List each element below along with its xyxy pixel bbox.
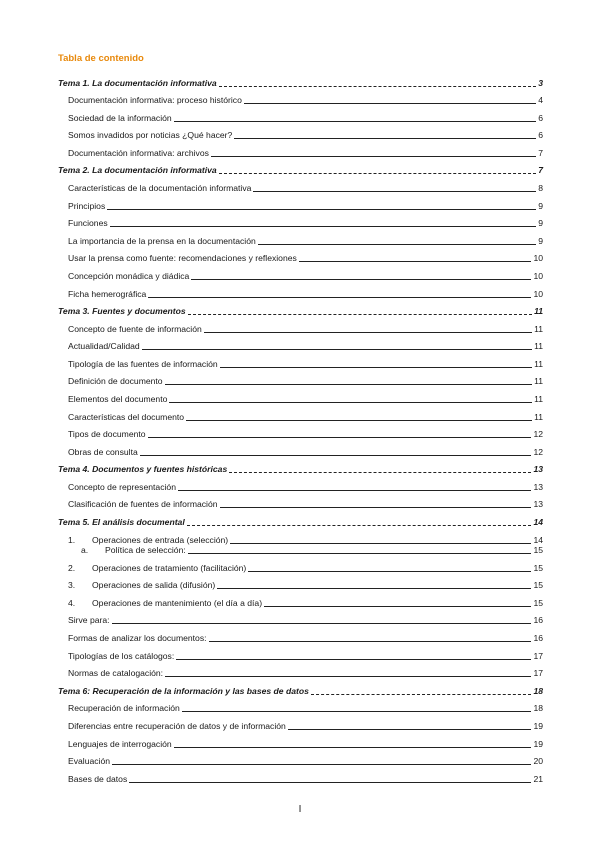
toc-entry-page: 11 bbox=[534, 376, 543, 387]
toc-entry-page: 13 bbox=[533, 464, 543, 475]
toc-entry-page: 15 bbox=[533, 597, 543, 608]
toc-entry-label: Ficha hemerográfica bbox=[68, 288, 147, 299]
toc-entry-page: 11 bbox=[534, 411, 543, 422]
dot-leader bbox=[244, 103, 536, 104]
dot-leader bbox=[211, 156, 536, 157]
toc-entry-page: 9 bbox=[538, 218, 543, 229]
dot-leader bbox=[182, 711, 532, 712]
toc-section-entry[interactable] bbox=[58, 439, 543, 457]
toc-entry-page: 4 bbox=[538, 95, 543, 106]
toc-entry-label: Concepto de fuente de información bbox=[68, 323, 202, 334]
dot-leader bbox=[299, 261, 532, 262]
dot-leader bbox=[186, 420, 532, 421]
toc-entry-page: 19 bbox=[533, 738, 543, 749]
dot-leader bbox=[217, 588, 531, 589]
toc-section-entry[interactable] bbox=[58, 88, 543, 106]
toc-section-entry[interactable] bbox=[58, 713, 543, 731]
toc-entry-label: Obras de consulta bbox=[68, 446, 138, 457]
toc-section-entry[interactable] bbox=[58, 474, 543, 492]
dot-leader bbox=[129, 782, 531, 783]
toc-entry-label: Tema 2. La documentación informativa bbox=[58, 165, 217, 176]
toc-section-entry[interactable] bbox=[58, 211, 543, 229]
toc-section-entry[interactable] bbox=[58, 193, 543, 211]
toc-section-entry[interactable] bbox=[58, 334, 543, 352]
toc-entry-page: 7 bbox=[538, 147, 543, 158]
toc-entry-page: 14 bbox=[533, 534, 543, 545]
toc-entry-label: Documentación informativa: proceso histórico bbox=[68, 95, 242, 106]
toc-section-entry[interactable] bbox=[58, 228, 543, 246]
toc-entry-label: Operaciones de entrada (selección) bbox=[92, 534, 229, 545]
toc-entry-page: 15 bbox=[533, 580, 543, 591]
toc-entry-page: 13 bbox=[533, 499, 543, 510]
dot-leader bbox=[264, 606, 531, 607]
dot-leader bbox=[288, 729, 532, 730]
toc-section-entry[interactable] bbox=[58, 527, 543, 545]
dot-leader bbox=[191, 279, 531, 280]
dot-leader bbox=[148, 437, 532, 438]
toc-entry-label: Normas de catalogación: bbox=[68, 668, 164, 679]
dot-leader bbox=[165, 676, 531, 677]
dot-leader bbox=[229, 472, 531, 473]
toc-section-entry[interactable] bbox=[58, 386, 543, 404]
toc-entry-page: 6 bbox=[538, 112, 543, 123]
toc-entry-page: 11 bbox=[534, 358, 543, 369]
dot-leader bbox=[220, 507, 532, 508]
dot-leader bbox=[230, 543, 531, 544]
toc-entry-label: Características del documento bbox=[68, 411, 185, 422]
dot-leader bbox=[174, 747, 532, 748]
dot-leader bbox=[219, 86, 537, 87]
toc-entry-page: 20 bbox=[533, 756, 543, 767]
toc-entry-label: Clasificación de fuentes de información bbox=[68, 499, 218, 510]
toc-entry-label: Definición de documento bbox=[68, 376, 163, 387]
toc-entry-label: Documentación informativa: archivos bbox=[68, 147, 209, 158]
toc-entry-page: 10 bbox=[533, 253, 543, 264]
toc-entry-number: a. bbox=[81, 545, 89, 556]
toc-section-entry[interactable] bbox=[58, 555, 543, 573]
dot-leader bbox=[178, 490, 531, 491]
toc-entry-page: 17 bbox=[533, 650, 543, 661]
dot-leader bbox=[188, 314, 532, 315]
toc-entry-label: Operaciones de mantenimiento (el día a día) bbox=[92, 597, 263, 608]
toc-entry-page: 11 bbox=[534, 394, 543, 404]
toc-entry-page: 11 bbox=[534, 323, 543, 334]
toc-entry-label: Lenguajes de interrogación bbox=[68, 738, 172, 749]
dot-leader bbox=[253, 191, 536, 192]
toc-section-entry[interactable] bbox=[58, 263, 543, 281]
toc-entry-label: Evaluación bbox=[68, 756, 111, 767]
toc-entry-page: 10 bbox=[533, 270, 543, 281]
toc-entry-number: 4. bbox=[68, 597, 76, 608]
toc-entry-label: Diferencias entre recuperación de datos y de información bbox=[68, 720, 286, 731]
toc-section-entry[interactable] bbox=[58, 281, 543, 299]
dot-leader bbox=[174, 121, 537, 122]
toc-entry-label: La importancia de la prensa en la documentación bbox=[68, 235, 256, 246]
toc-entry-page: 9 bbox=[538, 200, 543, 211]
page-number: I bbox=[298, 804, 302, 815]
toc-chapter-entry[interactable] bbox=[58, 70, 543, 88]
toc-entry-page: 21 bbox=[533, 773, 543, 784]
toc-entry-label: Actualidad/Calidad bbox=[68, 341, 140, 352]
toc-section-entry[interactable] bbox=[58, 351, 543, 369]
toc-entry-label: Tipología de las fuentes de información bbox=[68, 358, 218, 369]
toc-entry-label: Usar la prensa como fuente: recomendaciones y reflexiones bbox=[68, 253, 297, 264]
toc-entry-label: Operaciones de tratamiento (facilitación) bbox=[92, 562, 247, 573]
toc-section-entry[interactable] bbox=[58, 369, 543, 387]
toc-entry-page: 11 bbox=[534, 341, 543, 352]
dot-leader bbox=[142, 349, 532, 350]
dot-leader bbox=[204, 332, 532, 333]
toc-section-entry[interactable] bbox=[58, 766, 543, 784]
toc-entry-label: Tema 5. El análisis documental bbox=[58, 516, 185, 527]
dot-leader bbox=[311, 694, 532, 695]
toc-entry-page: 9 bbox=[538, 235, 543, 246]
dot-leader bbox=[112, 623, 532, 624]
dot-leader bbox=[187, 525, 532, 526]
toc-entry-label: Características de la documentación informativa bbox=[68, 182, 252, 193]
dot-leader bbox=[176, 659, 531, 660]
dot-leader bbox=[148, 297, 531, 298]
toc-entry-label: Concepción monádica y diádica bbox=[68, 270, 190, 281]
toc-entry-label: Tema 4. Documentos y fuentes históricas bbox=[58, 464, 228, 475]
toc-entry-number: 1. bbox=[68, 534, 76, 545]
toc-entry-label: Somos invadidos por noticias ¿Qué hacer? bbox=[68, 130, 233, 141]
dot-leader bbox=[258, 244, 536, 245]
toc-entry-page: 3 bbox=[538, 77, 543, 88]
toc-chapter-entry[interactable] bbox=[58, 678, 543, 696]
toc-list bbox=[58, 70, 543, 784]
toc-section-entry[interactable] bbox=[58, 422, 543, 440]
toc-entry-page: 14 bbox=[533, 516, 543, 527]
toc-section-entry[interactable] bbox=[58, 731, 543, 749]
toc-section-entry[interactable] bbox=[58, 625, 543, 643]
toc-entry-page: 11 bbox=[534, 306, 543, 317]
dot-leader bbox=[219, 173, 537, 174]
toc-entry-label: Recuperación de información bbox=[68, 703, 180, 714]
toc-entry-page: 15 bbox=[533, 562, 543, 573]
dot-leader bbox=[234, 138, 536, 139]
toc-chapter-entry[interactable] bbox=[58, 158, 543, 176]
dot-leader bbox=[107, 209, 536, 210]
toc-entry-label: Sociedad de la información bbox=[68, 112, 172, 123]
toc-entry-label: Sirve para: bbox=[68, 615, 110, 626]
toc-entry-page: 12 bbox=[533, 429, 543, 440]
toc-entry-page: 7 bbox=[538, 165, 543, 176]
dot-leader bbox=[110, 226, 537, 227]
dot-leader bbox=[209, 641, 532, 642]
toc-section-entry[interactable] bbox=[58, 140, 543, 158]
toc-entry-label: Elementos del documento bbox=[68, 394, 168, 404]
toc-entry-page: 8 bbox=[538, 182, 543, 193]
toc-section-entry[interactable] bbox=[58, 404, 543, 422]
dot-leader bbox=[220, 367, 532, 368]
dot-leader bbox=[112, 764, 531, 765]
toc-entry-label: Tipos de documento bbox=[68, 429, 146, 440]
toc-entry-page: 17 bbox=[533, 668, 543, 679]
toc-entry-page: 19 bbox=[533, 720, 543, 731]
dot-leader bbox=[165, 384, 532, 385]
toc-title: Tabla de contenido bbox=[58, 53, 144, 64]
toc-section-entry[interactable] bbox=[58, 643, 543, 661]
toc-entry-page: 16 bbox=[533, 633, 543, 644]
toc-entry-page: 16 bbox=[533, 615, 543, 626]
dot-leader bbox=[140, 455, 532, 456]
toc-entry-page: 6 bbox=[538, 130, 543, 141]
toc-entry-page: 18 bbox=[533, 703, 543, 714]
toc-section-entry[interactable] bbox=[58, 246, 543, 264]
toc-section-entry[interactable] bbox=[58, 492, 543, 510]
toc-entry-page: 15 bbox=[533, 545, 543, 556]
dot-leader bbox=[169, 402, 532, 403]
dot-leader bbox=[188, 553, 532, 554]
toc-entry-number: 3. bbox=[68, 580, 76, 591]
toc-section-entry[interactable] bbox=[58, 749, 543, 767]
toc-chapter-entry[interactable] bbox=[58, 509, 543, 527]
toc-section-entry[interactable] bbox=[58, 573, 543, 591]
toc-entry-label: Tema 3. Fuentes y documentos bbox=[58, 306, 186, 317]
toc-entry-label: Formas de analizar los documentos: bbox=[68, 633, 207, 644]
toc-chapter-entry[interactable] bbox=[58, 299, 543, 317]
toc-entry-label: Tema 1. La documentación informativa bbox=[58, 77, 217, 88]
toc-section-entry[interactable] bbox=[58, 105, 543, 123]
toc-entry-page: 10 bbox=[533, 288, 543, 299]
toc-entry-page: 18 bbox=[533, 685, 543, 696]
toc-entry-page: 13 bbox=[533, 481, 543, 492]
toc-entry-number: 2. bbox=[68, 562, 76, 573]
toc-entry-label: Operaciones de salida (difusión) bbox=[92, 580, 216, 591]
toc-section-entry[interactable] bbox=[58, 696, 543, 714]
toc-section-entry[interactable] bbox=[58, 545, 543, 556]
toc-entry-label: Tema 6: Recuperación de la información y las bases de datos bbox=[58, 685, 309, 696]
toc-section-entry[interactable] bbox=[58, 608, 543, 626]
toc-entry-label: Política de selección: bbox=[105, 545, 186, 556]
toc-entry-label: Principios bbox=[68, 200, 106, 211]
toc-section-entry[interactable] bbox=[58, 316, 543, 334]
toc-section-entry[interactable] bbox=[58, 175, 543, 193]
toc-chapter-entry[interactable] bbox=[58, 457, 543, 475]
toc-entry-label: Concepto de representación bbox=[68, 481, 176, 492]
toc-entry-page: 12 bbox=[533, 446, 543, 457]
toc-entry-label: Funciones bbox=[68, 218, 108, 229]
toc-entry-label: Tipologías de los catálogos: bbox=[68, 650, 175, 661]
dot-leader bbox=[248, 571, 531, 572]
toc-section-entry[interactable] bbox=[58, 590, 543, 608]
toc-entry-label: Bases de datos bbox=[68, 773, 128, 784]
toc-section-entry[interactable] bbox=[58, 661, 543, 679]
toc-section-entry[interactable] bbox=[58, 123, 543, 141]
